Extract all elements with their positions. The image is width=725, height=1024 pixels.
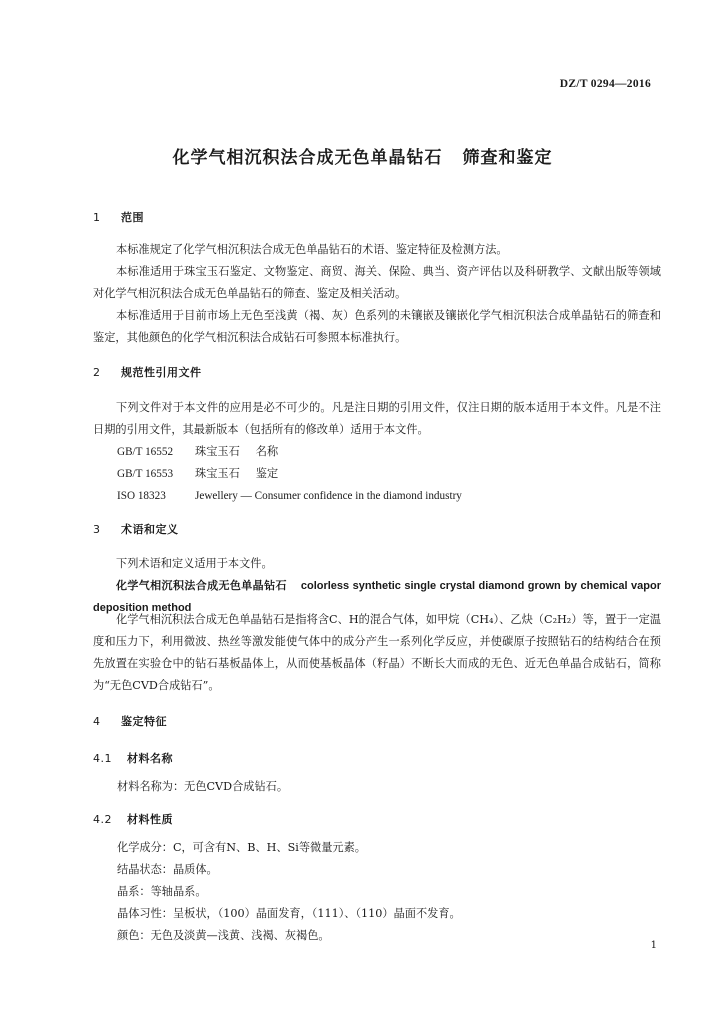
- subsection-number: 4.2: [93, 813, 112, 826]
- reference-category: 珠宝玉石: [195, 467, 240, 480]
- title-sub: 筛查和鉴定: [462, 148, 553, 168]
- normative-refs-paragraph: 下列文件对于本文件的应用是必不可少的。凡是注日期的引用文件，仅注日期的版本适用于本文件。凡是不注日期的引用文件，其最新版本（包括所有的修改单）适用于本文件。: [93, 401, 661, 436]
- scope-paragraph-3: 本标准适用于目前市场上无色至浅黄（褐、灰）色系列的未镶嵌及镶嵌化学气相沉积法合成单晶钻石的筛查和鉴定，其他颜色的化学气相沉积法合成钻石可参照本标准执行。: [93, 309, 661, 344]
- section-number: 1: [93, 211, 101, 224]
- reference-item: [117, 485, 462, 507]
- page-number: 1: [650, 940, 657, 951]
- section-title: 术语和定义: [121, 523, 179, 536]
- section-2-heading: [93, 364, 202, 380]
- subsection-number: 4.1: [93, 752, 112, 765]
- section-number: 3: [93, 523, 101, 536]
- section-title: 鉴定特征: [121, 715, 167, 728]
- section-3-heading: [93, 521, 179, 537]
- term-english: colorless synthetic single crystal diamond grown by chemical vapor deposition method: [93, 580, 661, 614]
- terms-intro: 下列术语和定义适用于本文件。: [116, 557, 273, 570]
- subsection-title: 材料名称: [127, 752, 173, 765]
- term-chinese: 化学气相沉积法合成无色单晶钻石: [116, 579, 287, 592]
- term-definition: 化学气相沉积法合成无色单晶钻石是指将含C、H的混合气体，如甲烷（CH₄）、乙炔（C₂H₂）等，置于一定温度和压力下，利用微波、热丝等激发能使气体中的成分产生一系列化学反应，并使碳原子按照钻石的结构结合在预先放置在实验仓中的钻石基板晶体上，从而使基板晶体（籽晶）不断长大而成的无色、近无色单晶合成钻石，简称为“无色CVD合成钻石”。: [93, 613, 661, 692]
- reference-category: 珠宝玉石: [195, 445, 240, 458]
- subsection-4-2-heading: [93, 811, 173, 827]
- property-line: 颜色：无色及淡黄—浅黄、浅褐、灰褐色。: [117, 929, 330, 942]
- property-line: 晶体习性：呈板状，（100）晶面发育，（111）、（110）晶面不发育。: [117, 907, 461, 920]
- material-name-text: 材料名称为：无色CVD合成钻石。: [117, 780, 289, 793]
- section-1-heading: [93, 209, 144, 225]
- section-number: 2: [93, 366, 101, 379]
- title-main: 化学气相沉积法合成无色单晶钻石: [172, 148, 443, 168]
- property-line: 化学成分：C，可含有N、B、H、Si等微量元素。: [117, 841, 366, 854]
- reference-title: Jewellery — Consumer confidence in the diamond industry: [195, 490, 462, 502]
- reference-item: [117, 463, 278, 485]
- subsection-4-1-heading: [93, 750, 173, 766]
- property-line: 结晶状态：晶质体。: [117, 863, 218, 876]
- document-title: [0, 143, 725, 168]
- section-title: 范围: [121, 211, 144, 224]
- reference-item: [117, 441, 278, 463]
- reference-code: GB/T 16553: [117, 468, 174, 480]
- scope-paragraph-1: 本标准规定了化学气相沉积法合成无色单晶钻石的术语、鉴定特征及检测方法。: [116, 243, 508, 256]
- standard-code: DZ/T 0294—2016: [559, 78, 651, 90]
- property-line: 晶系：等轴晶系。: [117, 885, 207, 898]
- reference-title: 鉴定: [255, 467, 279, 480]
- reference-title: 名称: [255, 445, 279, 458]
- section-4-heading: [93, 713, 167, 729]
- scope-paragraph-2: 本标准适用于珠宝玉石鉴定、文物鉴定、商贸、海关、保险、典当、资产评估以及科研教学、文献出版等领域对化学气相沉积法合成无色单晶钻石的筛查、鉴定及相关活动。: [93, 265, 661, 300]
- subsection-title: 材料性质: [127, 813, 173, 826]
- reference-code: ISO 18323: [117, 490, 166, 502]
- section-title: 规范性引用文件: [121, 366, 202, 379]
- section-number: 4: [93, 715, 101, 728]
- reference-code: GB/T 16552: [117, 446, 174, 458]
